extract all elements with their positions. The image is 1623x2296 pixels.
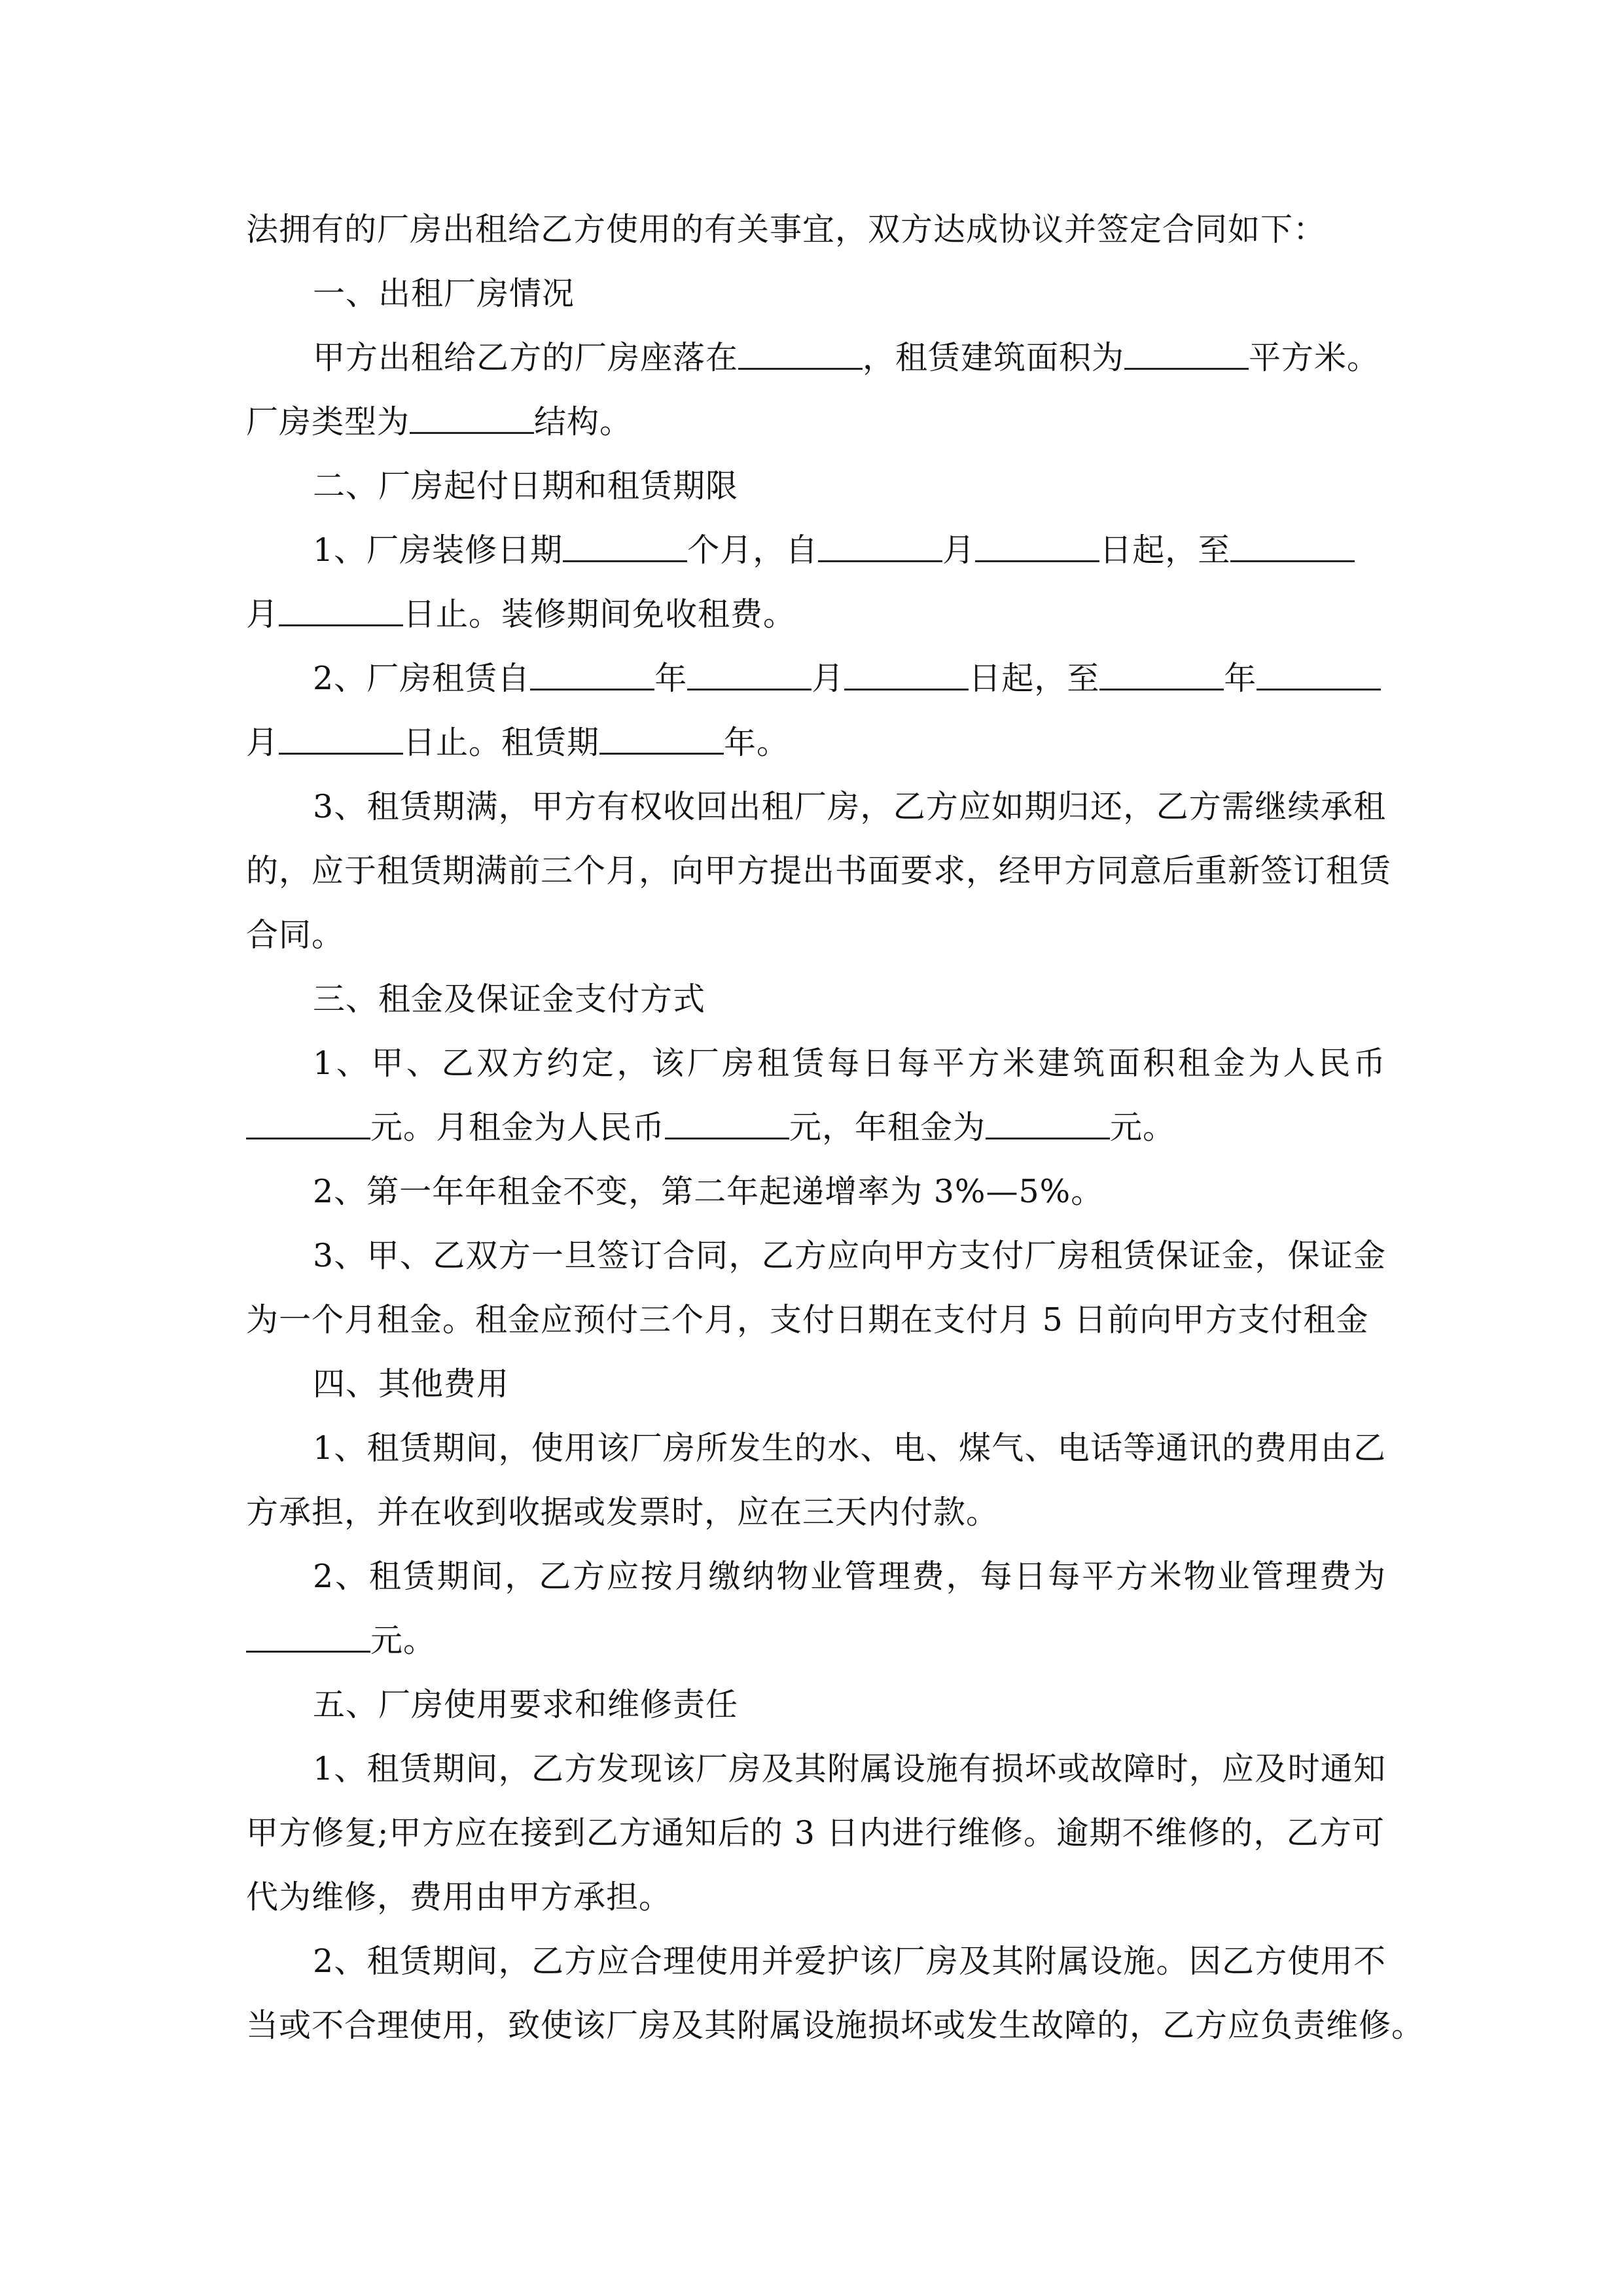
paragraph-line: 甲方出租给乙方的厂房座落在 ，租赁建筑面积为 平方米。 [313,339,1380,376]
paragraph-line: 1、租赁期间，使用该厂房所发生的水、电、煤气、电话等通讯的费用由乙 [313,1429,1386,1467]
fill-blank[interactable] [975,531,1099,562]
fill-blank[interactable] [1099,660,1224,691]
section-heading: 二、厂房起付日期和租赁期限 [313,467,739,505]
paragraph-line: 法拥有的厂房出租给乙方使用的有关事宜，双方达成协议并签定合同如下： [246,211,1327,248]
section-heading: 五、厂房使用要求和维修责任 [313,1686,739,1723]
paragraph-line: 月 日止。装修期间免收租费。 [246,596,796,633]
fill-blank[interactable] [1124,339,1249,370]
paragraph-line: 代为维修，费用由甲方承担。 [246,1878,672,1916]
paragraph-line: 方承担，并在收到收据或发票时，应在三天内付款。 [246,1494,999,1531]
paragraph-line: 为一个月租金。租金应预付三个月，支付日期在支付月 5 日前向甲方支付租金 [246,1301,1369,1338]
paragraph-line: 甲方修复;甲方应在接到乙方通知后的 3 日内进行维修。逾期不维修的，乙方可 [246,1814,1385,1852]
fill-blank[interactable] [1230,531,1355,562]
paragraph-line: 2、厂房租赁自 年 月 日起，至 年 [313,647,1386,711]
section-heading: 一、出租厂房情况 [313,275,575,312]
fill-blank[interactable] [687,660,812,691]
paragraph-line: 1、甲、乙双方约定，该厂房租赁每日每平方米建筑面积租金为人民币 [313,1045,1386,1082]
fill-blank[interactable] [818,531,942,562]
paragraph-line: 2、租赁期间，乙方应合理使用并爱护该厂房及其附属设施。因乙方使用不 [313,1943,1386,1980]
paragraph-line: 当或不合理使用，致使该厂房及其附属设施损坏或发生故障的，乙方应负责维修。 [246,2007,1425,2044]
fill-blank[interactable] [844,660,969,691]
paragraph-line: 3、租赁期满，甲方有权收回出租厂房，乙方应如期归还，乙方需继续承租 [313,788,1386,825]
fill-blank[interactable] [246,1622,370,1653]
fill-blank[interactable] [563,531,687,562]
fill-blank[interactable] [530,660,654,691]
paragraph-line: 2、第一年年租金不变，第二年起递增率为 3%—5%。 [313,1173,1104,1210]
section-heading: 四、其他费用 [313,1365,510,1403]
fill-blank[interactable] [410,403,534,434]
paragraph-line: 厂房类型为 结构。 [246,403,633,440]
fill-blank[interactable] [665,1109,789,1139]
fill-blank[interactable] [246,1109,370,1139]
fill-blank[interactable] [599,724,724,755]
paragraph-line: 的，应于租赁期满前三个月，向甲方提出书面要求，经甲方同意后重新签订租赁 [246,852,1392,889]
paragraph-line: 1、厂房装修日期 个月，自 月 日起，至 [313,518,1386,583]
paragraph-line: 3、甲、乙双方一旦签订合同，乙方应向甲方支付厂房租赁保证金，保证金 [313,1237,1386,1274]
fill-blank[interactable] [738,339,863,370]
paragraph-line: 合同。 [246,916,345,954]
fill-blank[interactable] [279,596,403,626]
paragraph-line: 月 日止。租赁期 年。 [246,724,790,761]
fill-blank[interactable] [986,1109,1110,1139]
section-heading: 三、租金及保证金支付方式 [313,980,706,1018]
paragraph-line: 2、租赁期间，乙方应按月缴纳物业管理费，每日每平方米物业管理费为 [313,1558,1386,1595]
paragraph-line: 元。月租金为人民币 元，年租金为 元。 [246,1096,1385,1160]
paragraph-line: 1、租赁期间，乙方发现该厂房及其附属设施有损坏或故障时，应及时通知 [313,1750,1386,1787]
paragraph-line: 元。 [246,1609,1385,1673]
fill-blank[interactable] [1257,660,1381,691]
fill-blank[interactable] [279,724,403,755]
